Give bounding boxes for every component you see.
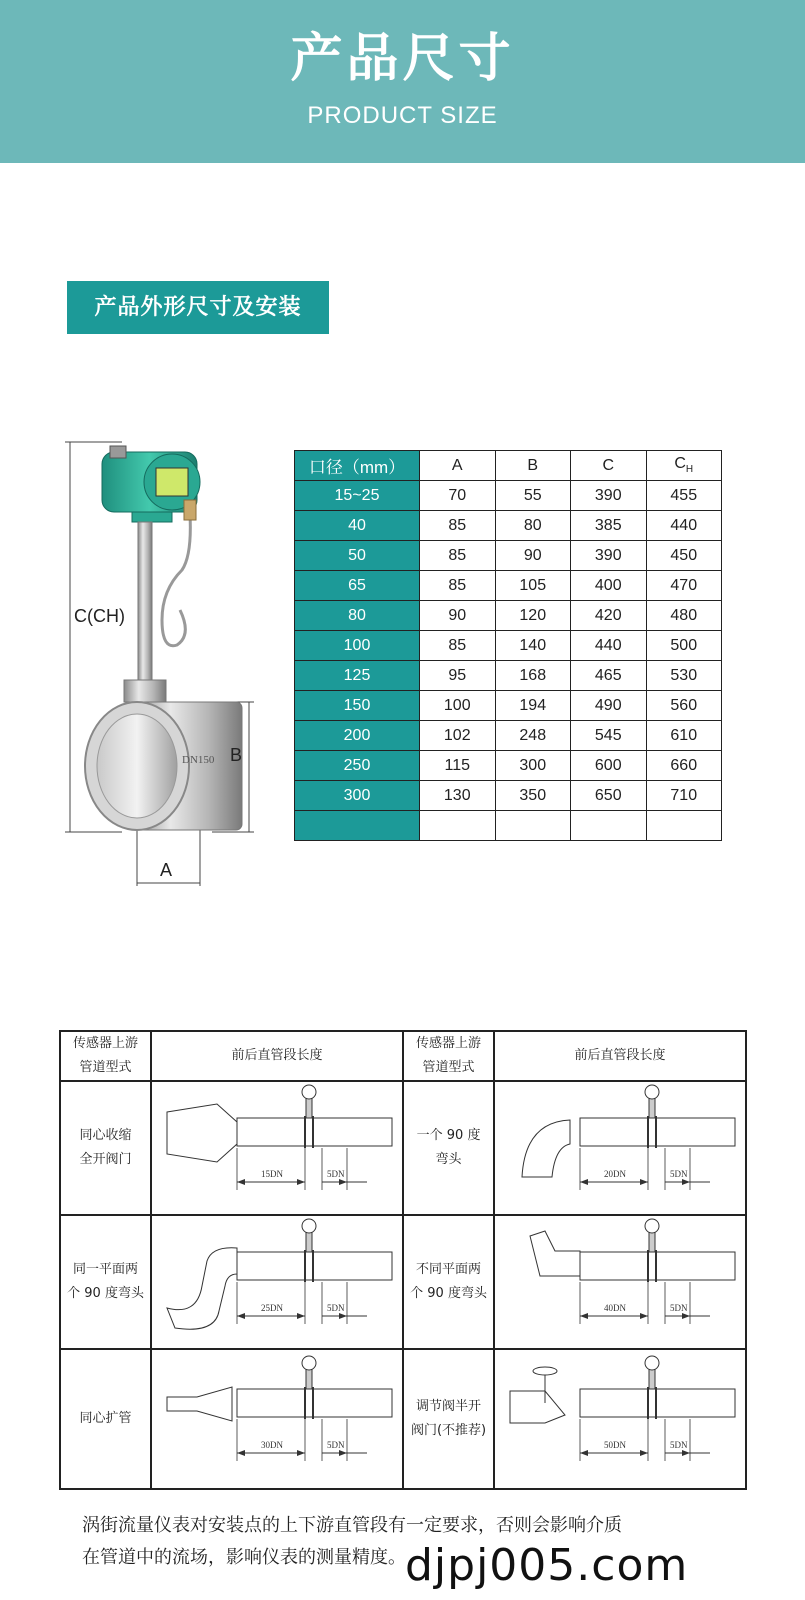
- header-type-line: 传感器上游: [73, 1036, 139, 1051]
- dimension-cell: 115: [420, 751, 496, 781]
- install-header-type-left: [60, 1031, 151, 1081]
- downstream-length-label: 5DN: [327, 1303, 345, 1313]
- dimension-cell: 102: [420, 721, 496, 751]
- dimension-cell: 545: [571, 721, 647, 751]
- dimension-cell: 400: [571, 571, 647, 601]
- pipe-type-cell: [403, 1349, 494, 1489]
- pipe-diagram-cell: [151, 1349, 403, 1489]
- watermark: djpj005.com: [405, 1540, 689, 1591]
- page-header: [0, 0, 805, 163]
- dimension-cell: 80: [495, 511, 571, 541]
- downstream-length-label: 5DN: [327, 1169, 345, 1179]
- dimension-cell: 168: [495, 661, 571, 691]
- pipe-diagram-cell: [494, 1349, 746, 1489]
- dimension-cell: 470: [646, 571, 722, 601]
- caliber-cell: 15~25: [295, 481, 420, 511]
- dimension-cell: 420: [571, 601, 647, 631]
- header-caliber: 口径（mm）: [295, 451, 420, 481]
- dimension-cell: 500: [646, 631, 722, 661]
- size-table-row: [295, 751, 722, 781]
- dimension-cell: [420, 811, 496, 841]
- dimension-cell: 85: [420, 541, 496, 571]
- pipe-type-cell: [60, 1215, 151, 1349]
- dimension-cell: 710: [646, 781, 722, 811]
- size-table-header: [295, 451, 722, 481]
- pipe-type-line: 同心扩管: [79, 1411, 132, 1426]
- size-table-row: [295, 811, 722, 841]
- dimension-cell: 600: [571, 751, 647, 781]
- size-table-row: [295, 511, 722, 541]
- pipe-diagram-cell: [494, 1081, 746, 1215]
- dimension-cell: 194: [495, 691, 571, 721]
- dimension-cell: 95: [420, 661, 496, 691]
- downstream-length-label: 5DN: [670, 1440, 688, 1450]
- pipe-type-line: 同一平面两: [73, 1262, 139, 1277]
- pipe-type-cell: [403, 1215, 494, 1349]
- caliber-cell: 50: [295, 541, 420, 571]
- dim-label-a: A: [160, 860, 173, 880]
- caliber-cell: 300: [295, 781, 420, 811]
- header-ch-sub: H: [685, 464, 694, 476]
- note-line-1: 涡街流量仪表对安装点的上下游直管段有一定要求，否则会影响介质: [82, 1515, 622, 1536]
- caliber-cell: 200: [295, 721, 420, 751]
- install-table: [59, 1030, 747, 1490]
- pipe-diagram: [500, 1216, 740, 1344]
- dimension-cell: 70: [420, 481, 496, 511]
- flowmeter-drawing: [62, 440, 272, 910]
- pipe-type-line: 调节阀半开: [416, 1399, 482, 1414]
- dimension-cell: 140: [495, 631, 571, 661]
- dimension-cell: [495, 811, 571, 841]
- pipe-type-line: 个 90 度弯头: [67, 1286, 144, 1301]
- page-subtitle: PRODUCT SIZE: [307, 102, 498, 129]
- dim-label-b: B: [230, 745, 243, 765]
- body-marking: DN150: [182, 754, 215, 766]
- dimension-cell: 100: [420, 691, 496, 721]
- dimension-cell: 105: [495, 571, 571, 601]
- header-type-line: 管道型式: [422, 1060, 475, 1075]
- upstream-length-label: 15DN: [261, 1169, 284, 1179]
- caliber-cell: 250: [295, 751, 420, 781]
- pipe-type-line: 全开阀门: [79, 1152, 132, 1167]
- size-table-row: [295, 631, 722, 661]
- pipe-type-cell: [403, 1081, 494, 1215]
- pipe-diagram-cell: [151, 1215, 403, 1349]
- pipe-type-cell: [60, 1081, 151, 1215]
- pipe-diagram-cell: [494, 1215, 746, 1349]
- upstream-length-label: 30DN: [261, 1440, 284, 1450]
- header-c: C: [571, 451, 647, 481]
- product-figure: [62, 440, 272, 910]
- dimension-cell: 55: [495, 481, 571, 511]
- pipe-type-line: 阀门(不推荐): [410, 1423, 487, 1438]
- dimension-cell: 610: [646, 721, 722, 751]
- size-table-row: [295, 601, 722, 631]
- dimension-cell: 440: [571, 631, 647, 661]
- section-label: 产品外形尺寸及安装: [67, 281, 329, 334]
- upstream-length-label: 50DN: [604, 1440, 627, 1450]
- pipe-diagram: [500, 1082, 740, 1210]
- pipe-diagram-cell: [151, 1081, 403, 1215]
- install-header-type-right: [403, 1031, 494, 1081]
- caliber-cell: 40: [295, 511, 420, 541]
- caliber-cell: 125: [295, 661, 420, 691]
- caliber-cell: [295, 811, 420, 841]
- downstream-length-label: 5DN: [670, 1169, 688, 1179]
- install-row: [60, 1349, 746, 1489]
- size-table-row: [295, 541, 722, 571]
- pipe-diagram: [500, 1353, 740, 1481]
- dimension-cell: 480: [646, 601, 722, 631]
- install-header-length-left: 前后直管段长度: [151, 1031, 403, 1081]
- header-ch-main: C: [674, 455, 686, 473]
- pipe-type-line: 一个 90 度: [416, 1128, 481, 1143]
- caliber-cell: 80: [295, 601, 420, 631]
- caliber-cell: 150: [295, 691, 420, 721]
- header-type-line: 管道型式: [79, 1060, 132, 1075]
- downstream-length-label: 5DN: [670, 1303, 688, 1313]
- header-ch: [646, 451, 722, 481]
- dimension-cell: 85: [420, 571, 496, 601]
- size-table-row: [295, 571, 722, 601]
- dimension-cell: 90: [495, 541, 571, 571]
- dimension-cell: [646, 811, 722, 841]
- dimension-cell: 90: [420, 601, 496, 631]
- caliber-cell: 100: [295, 631, 420, 661]
- dimension-cell: [571, 811, 647, 841]
- dim-label-c: C(CH): [74, 606, 125, 626]
- install-row: [60, 1215, 746, 1349]
- upstream-length-label: 40DN: [604, 1303, 627, 1313]
- install-header-length-right: 前后直管段长度: [494, 1031, 746, 1081]
- pipe-diagram: [157, 1082, 397, 1210]
- dimension-cell: 385: [571, 511, 647, 541]
- note-line-2: 在管道中的流场，影响仪表的测量精度。: [82, 1547, 406, 1568]
- dimension-cell: 390: [571, 481, 647, 511]
- size-table-row: [295, 721, 722, 751]
- pipe-type-line: 不同平面两: [416, 1262, 482, 1277]
- dimension-cell: 300: [495, 751, 571, 781]
- size-table-row: [295, 691, 722, 721]
- dimension-cell: 560: [646, 691, 722, 721]
- dimension-cell: 660: [646, 751, 722, 781]
- upstream-length-label: 25DN: [261, 1303, 284, 1313]
- header-b: B: [495, 451, 571, 481]
- dimension-cell: 390: [571, 541, 647, 571]
- dimension-cell: 465: [571, 661, 647, 691]
- dimension-cell: 248: [495, 721, 571, 751]
- pipe-type-line: 弯头: [435, 1152, 462, 1167]
- pipe-type-line: 同心收缩: [79, 1128, 132, 1143]
- size-table-row: [295, 781, 722, 811]
- pipe-type-line: 个 90 度弯头: [410, 1286, 487, 1301]
- dimension-cell: 350: [495, 781, 571, 811]
- dimension-cell: 455: [646, 481, 722, 511]
- dimension-cell: 120: [495, 601, 571, 631]
- header-a: A: [420, 451, 496, 481]
- dimension-cell: 530: [646, 661, 722, 691]
- dimension-cell: 450: [646, 541, 722, 571]
- upstream-length-label: 20DN: [604, 1169, 627, 1179]
- page-title: 产品尺寸: [290, 29, 515, 89]
- pipe-diagram: [157, 1353, 397, 1481]
- dimension-cell: 85: [420, 511, 496, 541]
- install-row: [60, 1081, 746, 1215]
- pipe-diagram: [157, 1216, 397, 1344]
- size-table-row: [295, 661, 722, 691]
- caliber-cell: 65: [295, 571, 420, 601]
- size-table-row: [295, 481, 722, 511]
- dimension-cell: 650: [571, 781, 647, 811]
- pipe-type-cell: [60, 1349, 151, 1489]
- dimension-cell: 130: [420, 781, 496, 811]
- downstream-length-label: 5DN: [327, 1440, 345, 1450]
- size-table: [294, 450, 722, 841]
- header-type-line: 传感器上游: [416, 1036, 482, 1051]
- dimension-cell: 490: [571, 691, 647, 721]
- dimension-cell: 440: [646, 511, 722, 541]
- dimension-cell: 85: [420, 631, 496, 661]
